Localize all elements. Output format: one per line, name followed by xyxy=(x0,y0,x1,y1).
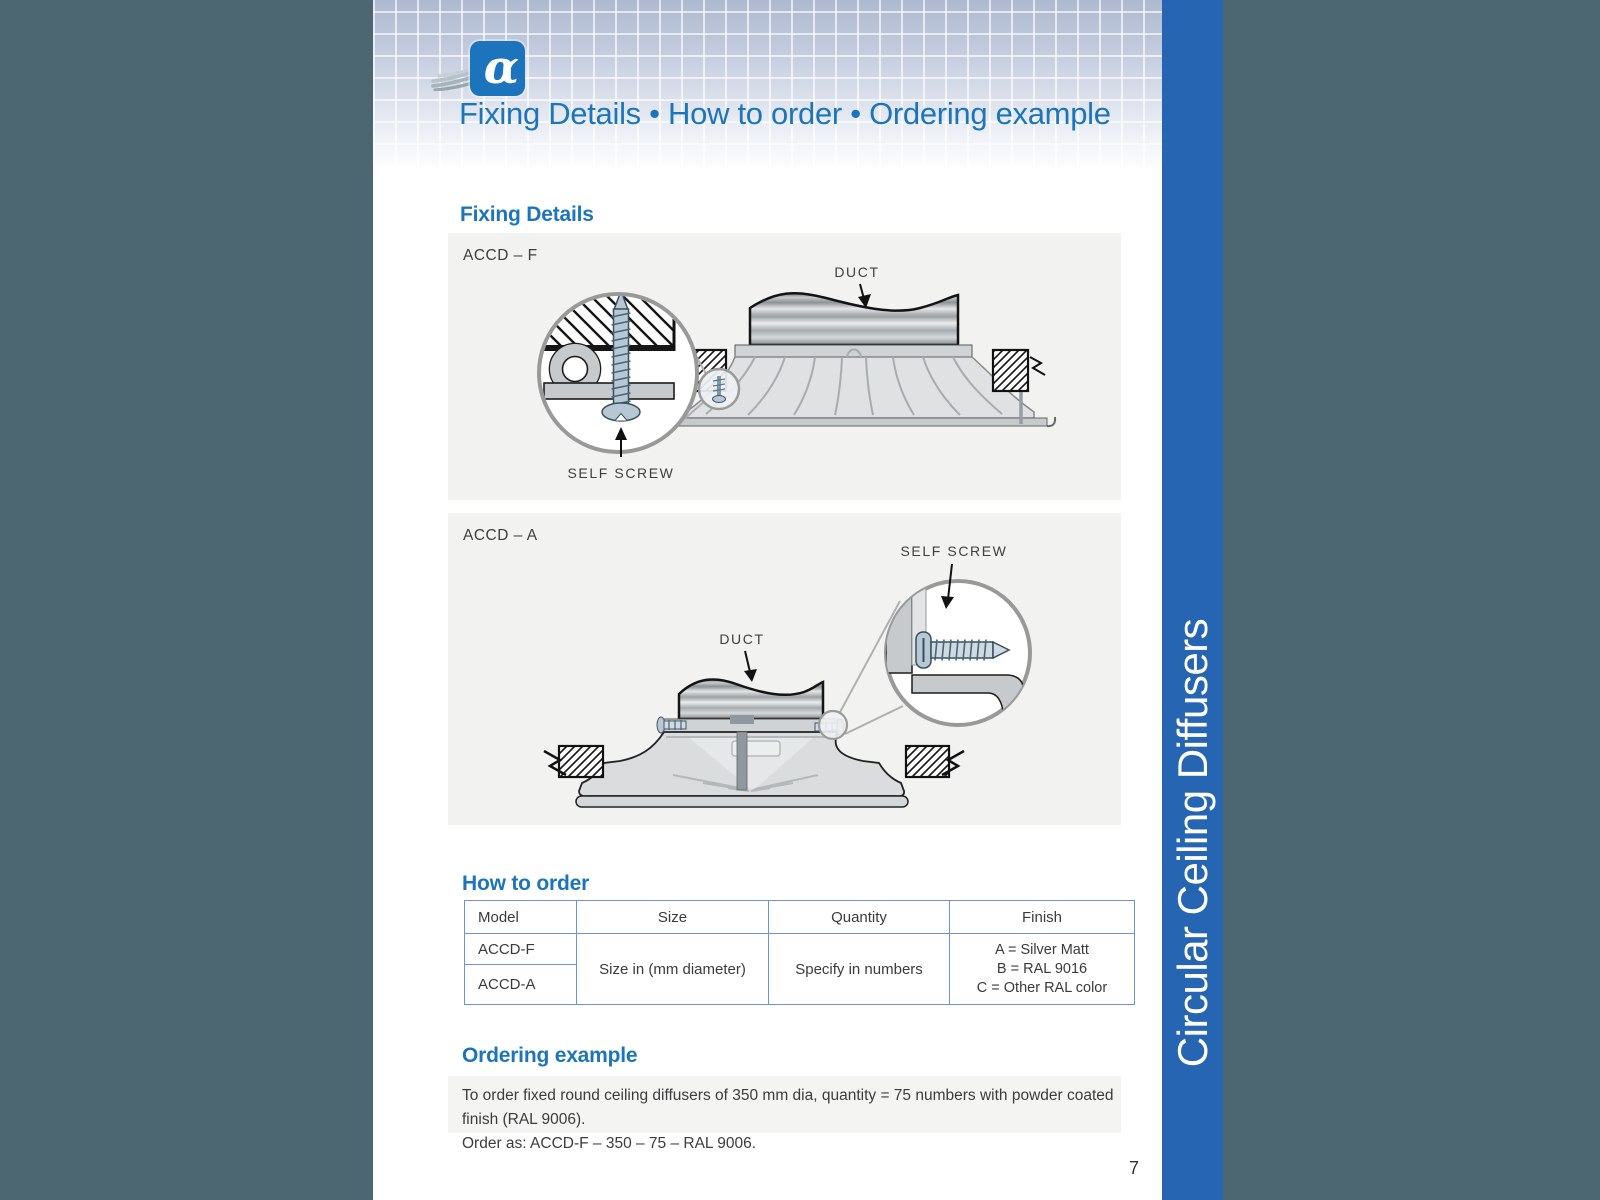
bottom-pan xyxy=(576,796,908,807)
accd-f-label: ACCD – F xyxy=(463,247,538,264)
magnifier-detail-circle xyxy=(886,573,1030,725)
duct-callout xyxy=(719,631,764,682)
model-accd-a-cell: ACCD-A xyxy=(465,965,577,1005)
finish-option: A = Silver Matt xyxy=(995,941,1089,958)
quantity-cell: Specify in numbers xyxy=(769,934,950,1005)
accd-a-diagram-panel xyxy=(448,513,1121,825)
table-row xyxy=(465,934,1135,965)
section-side-tab xyxy=(1162,0,1223,1200)
page-number: 7 xyxy=(1128,1158,1139,1178)
rim-curl xyxy=(1047,417,1055,426)
ceiling-hatch-right xyxy=(993,350,1028,391)
table-header-row xyxy=(465,901,1135,934)
how-to-order-heading: How to order xyxy=(462,872,590,895)
col-header-model: Model xyxy=(465,901,577,934)
diffuser-a-assembly xyxy=(576,679,908,807)
diffuser-collar xyxy=(735,345,972,357)
accd-f-diagram-panel xyxy=(448,233,1121,500)
finish-option: C = Other RAL color xyxy=(976,979,1108,996)
accd-f-diagram xyxy=(448,233,1121,500)
company-logo xyxy=(470,41,525,96)
magnifier-detail-circle xyxy=(533,283,697,452)
diffuser-rim xyxy=(679,418,1047,426)
center-stem xyxy=(737,732,747,790)
ceiling-hatch-right xyxy=(906,746,949,777)
header-grid-band xyxy=(373,0,1162,167)
col-header-finish: Finish xyxy=(950,901,1135,934)
order-table-wrap xyxy=(464,900,1135,1005)
col-header-size: Size xyxy=(577,901,769,934)
size-cell: Size in (mm diameter) xyxy=(577,934,769,1005)
break-mark xyxy=(1030,357,1045,375)
duct-shape xyxy=(750,293,958,345)
duct-label: DUCT xyxy=(719,631,765,647)
screw-location-circle xyxy=(819,711,847,739)
order-table xyxy=(464,900,1135,1005)
self-screw-label: SELF SCREW xyxy=(567,465,675,481)
ordering-example-line2: Order as: ACCD-F – 350 – 75 – RAL 9006. xyxy=(462,1135,757,1152)
page-title: Fixing Details • How to order • Ordering example xyxy=(459,96,1111,131)
magnifier-line xyxy=(845,706,903,734)
ordering-example-line1: To order fixed round ceiling diffusers of 350 mm dia, quantity = 75 numbers with powder coated finish (RAL 9006). xyxy=(462,1087,1114,1128)
section-side-tab-title: Circular Ceiling Diffusers xyxy=(1168,618,1216,1068)
ordering-example-heading: Ordering example xyxy=(462,1044,638,1067)
accd-a-label: ACCD – A xyxy=(463,527,538,544)
accd-a-diagram xyxy=(448,513,1121,825)
ceiling-hatch-left xyxy=(559,746,603,777)
fixing-details-heading: Fixing Details xyxy=(460,203,594,226)
self-screw-label: SELF SCREW xyxy=(900,543,1008,559)
col-header-quantity: Quantity xyxy=(769,901,950,934)
center-hub xyxy=(730,715,754,724)
duct-label: DUCT xyxy=(834,264,880,280)
ordering-example-panel xyxy=(448,1076,1121,1152)
catalog-page xyxy=(373,0,1223,1200)
ceiling-hatch-zoom xyxy=(533,283,674,347)
alpha-logo-glyph: α xyxy=(483,40,520,94)
model-accd-f-cell: ACCD-F xyxy=(465,934,577,965)
finish-cell xyxy=(950,934,1135,1005)
finish-option: B = RAL 9016 xyxy=(996,960,1088,977)
duct-shape xyxy=(679,679,823,719)
screw-location-circle xyxy=(699,369,739,409)
